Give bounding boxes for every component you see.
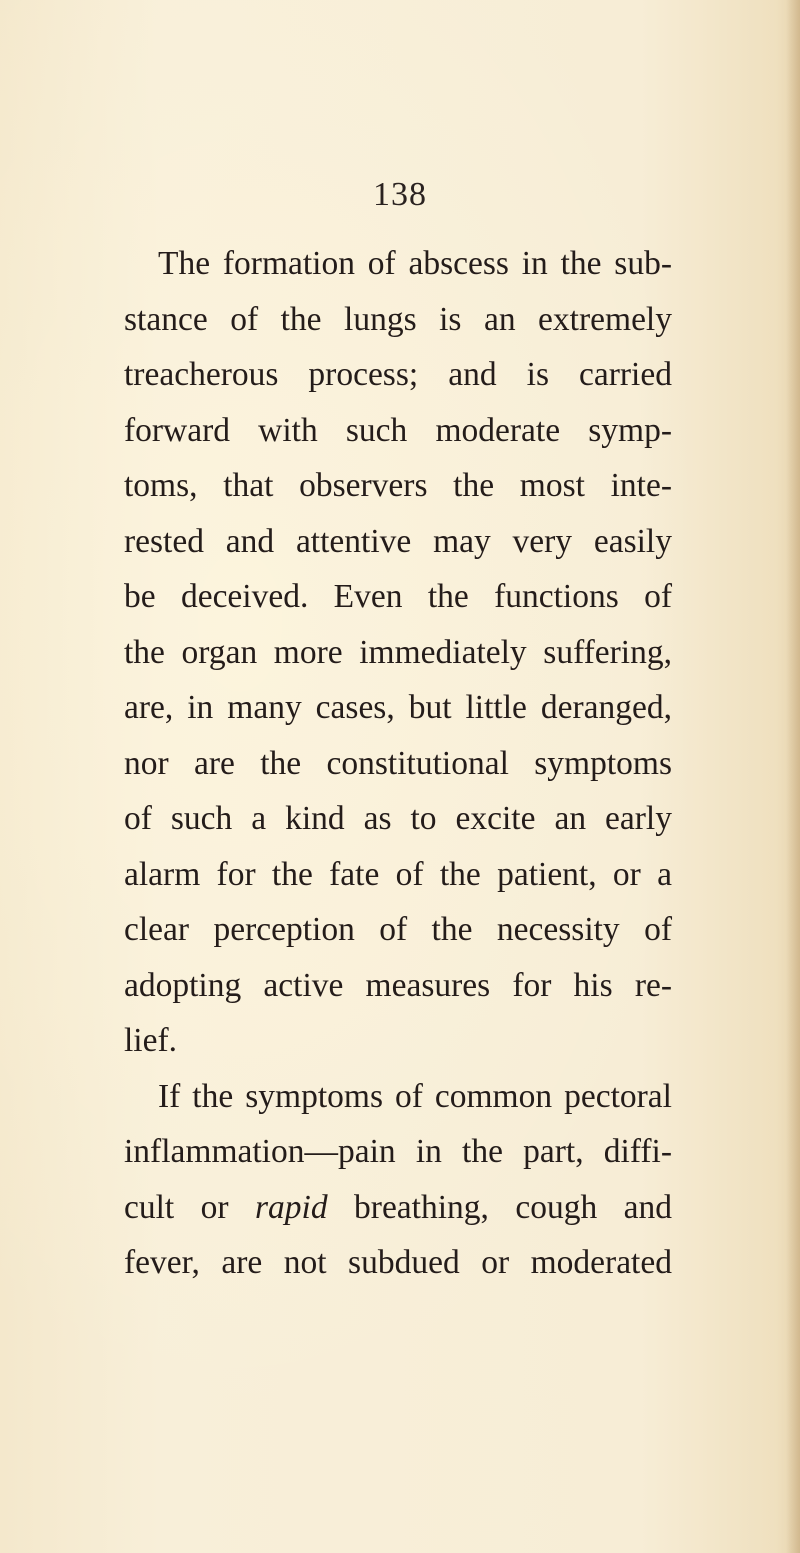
text-line: stance of the lungs is an extremely bbox=[124, 300, 672, 338]
text-line: clear perception of the necessity of bbox=[124, 911, 672, 948]
text-line: fever, are not subdued or moderated bbox=[124, 1244, 672, 1281]
paragraph-2 bbox=[124, 1069, 672, 1291]
page-number: 138 bbox=[373, 176, 427, 213]
italic-word: rapid bbox=[255, 1188, 328, 1226]
text-line: If the symptoms of common pectoral bbox=[158, 1077, 672, 1115]
text-line: nor are the constitutional symptoms bbox=[124, 744, 672, 782]
text-line: treacherous process; and is carried bbox=[124, 356, 672, 393]
text-line: inflammation—pain in the part, diffi- bbox=[124, 1133, 672, 1170]
paragraph-1 bbox=[124, 236, 672, 1069]
text-line: The formation of abscess in the sub- bbox=[158, 245, 672, 282]
text-line: the organ more immediately suffering, bbox=[124, 633, 672, 671]
text-line: rested and attentive may very easily bbox=[124, 522, 672, 560]
text-segment: cult or bbox=[124, 1188, 255, 1226]
text-line: are, in many cases, but little deranged, bbox=[124, 689, 672, 726]
text-line-with-italic bbox=[124, 1180, 672, 1236]
text-line: of such a kind as to excite an early bbox=[124, 800, 672, 837]
text-line: lief. bbox=[124, 1022, 178, 1059]
text-line: toms, that observers the most inte- bbox=[124, 467, 672, 504]
page-edge-shadow bbox=[786, 0, 800, 1553]
body-text bbox=[124, 236, 672, 1291]
text-line: be deceived. Even the functions of bbox=[124, 578, 672, 615]
text-line: forward with such moderate symp- bbox=[124, 411, 672, 449]
text-segment: breathing, cough and bbox=[327, 1188, 673, 1226]
text-line: alarm for the fate of the patient, or a bbox=[124, 855, 672, 893]
text-line: adopting active measures for his re- bbox=[124, 966, 672, 1004]
